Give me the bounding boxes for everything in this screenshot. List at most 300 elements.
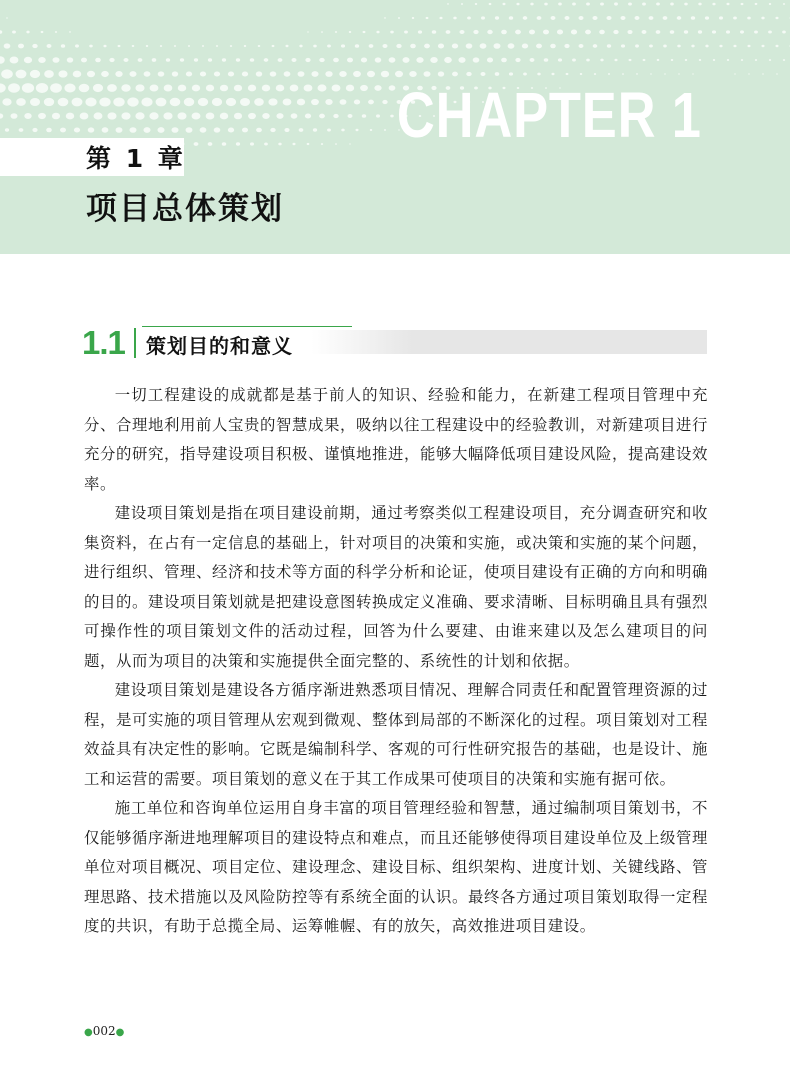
halftone-dot — [248, 85, 256, 92]
halftone-dot — [530, 58, 535, 62]
halftone-dot — [115, 71, 122, 77]
halftone-dot — [550, 44, 556, 48]
halftone-dot — [256, 128, 262, 133]
halftone-dot — [734, 73, 736, 74]
halftone-dot — [129, 127, 136, 133]
halftone-dot — [150, 84, 159, 91]
halftone-dot — [0, 30, 2, 34]
halftone-dot — [677, 16, 682, 20]
halftone-dot — [194, 142, 199, 146]
halftone-dot — [501, 58, 507, 63]
halftone-dot — [156, 98, 167, 107]
halftone-dot — [642, 2, 646, 5]
halftone-dot — [629, 59, 632, 61]
halftone-dot — [740, 30, 744, 33]
halftone-dot — [272, 45, 275, 47]
halftone-dot — [712, 3, 715, 6]
halftone-dot — [321, 31, 323, 33]
halftone-dot — [467, 17, 471, 20]
halftone-dot — [164, 85, 173, 92]
halftone-dot — [670, 3, 674, 6]
halftone-dot — [291, 113, 298, 118]
halftone-dot — [495, 16, 499, 19]
halftone-dot — [635, 16, 640, 20]
halftone-dot — [32, 128, 37, 132]
halftone-dot — [782, 31, 786, 34]
halftone-dot — [719, 45, 722, 48]
halftone-dot — [341, 129, 344, 132]
halftone-dot — [544, 3, 548, 6]
halftone-dot — [325, 71, 332, 77]
halftone-dot — [41, 31, 44, 33]
halftone-dot — [116, 127, 123, 133]
halftone-dot — [200, 127, 207, 132]
halftone-dot — [285, 45, 288, 47]
halftone-dot — [276, 85, 285, 92]
halftone-dot — [481, 72, 486, 76]
halftone-dot — [244, 45, 246, 47]
halftone-dot — [94, 112, 103, 119]
halftone-dot — [216, 45, 218, 47]
halftone-dot — [649, 45, 653, 48]
halftone-dot — [564, 44, 569, 48]
halftone-dot — [508, 43, 515, 48]
halftone-dot — [220, 113, 228, 120]
halftone-dot — [206, 113, 215, 120]
halftone-dot — [755, 3, 758, 5]
halftone-dot — [305, 113, 311, 118]
halftone-dot — [313, 45, 317, 48]
halftone-dot — [297, 99, 305, 106]
halftone-dot — [461, 3, 463, 5]
halftone-dot — [727, 59, 729, 61]
halftone-dot — [67, 57, 73, 62]
halftone-dot — [349, 31, 352, 33]
halftone-dot — [670, 30, 675, 34]
halftone-dot — [85, 98, 96, 107]
halftone-dot — [102, 127, 109, 132]
halftone-dot — [349, 143, 351, 144]
halftone-dot — [459, 30, 464, 34]
halftone-dot — [206, 85, 214, 92]
halftone-dot — [410, 44, 416, 48]
halftone-dot — [376, 114, 380, 117]
halftone-dot — [614, 59, 617, 62]
halftone-dot — [22, 83, 34, 93]
halftone-dot — [395, 71, 403, 77]
halftone-dot — [192, 85, 200, 92]
halftone-dot — [600, 2, 604, 5]
paragraph: 一切工程建设的成就都是基于前人的知识、经验和能力，在新建工程项目管理中充分、合理地利用前人宝贵的智慧成果，吸纳以往工程建设中的经验教训，对新建项目进行充分的研究，指导建设项目积极、谨慎地推进，能够大幅降低项目建设风险，提高建设效率。 — [84, 386, 708, 493]
halftone-dot — [174, 45, 176, 47]
halftone-dot — [348, 114, 353, 118]
halftone-dot — [748, 73, 750, 74]
halftone-dot — [327, 44, 331, 47]
halftone-dot — [565, 16, 570, 20]
halftone-dot — [30, 70, 40, 78]
halftone-dot — [346, 85, 354, 92]
halftone-dot — [278, 58, 283, 62]
halftone-dot — [783, 3, 785, 5]
halftone-dot — [46, 128, 52, 132]
halftone-dot — [353, 71, 361, 77]
halftone-dot — [657, 59, 660, 61]
section-heading — [82, 322, 707, 362]
body-text — [84, 381, 708, 942]
halftone-dot — [325, 99, 332, 105]
halftone-dot — [566, 73, 569, 75]
halftone-dot — [494, 43, 501, 49]
halftone-dot — [44, 98, 54, 106]
halftone-dot — [515, 58, 520, 62]
halftone-dot — [87, 71, 95, 77]
halftone-dot — [157, 127, 164, 133]
halftone-dot — [424, 71, 431, 77]
halftone-dot — [339, 71, 347, 77]
page-number — [84, 1024, 124, 1038]
halftone-dot — [404, 30, 408, 33]
halftone-dot — [775, 17, 778, 19]
halftone-dot — [480, 43, 487, 48]
halftone-dot — [8, 83, 20, 93]
halftone-dot — [370, 129, 373, 131]
halftone-dot — [262, 113, 270, 119]
halftone-dot — [389, 57, 396, 62]
paragraph: 建设项目策划是指在项目建设前期，通过考察类似工程建设项目，充分调查研究和收集资料，在占有一定信息的基础上，针对项目的决策和实施，或决策和实施的某个问题，进行组织、管理、经济和技术等方面的科学分析和论证，使项目建设有正确的方向和明确的目的。建设项目策划就是把建设意图转换成定义准确、要求清晰、目标明确且具有强烈可操作性的项目策划文件的活动过程，回答为什么要建、由谁来建以及怎么建项目的问题，从而为项目的决策和实施提供全面完整的、系统性的计划和依据。 — [84, 504, 708, 670]
halftone-dot — [79, 84, 90, 93]
halftone-dot — [290, 85, 299, 92]
halftone-dot — [234, 113, 242, 120]
halftone-dot — [698, 3, 701, 6]
halftone-dot — [141, 98, 152, 107]
halftone-dot — [228, 71, 234, 76]
halftone-dot — [93, 84, 103, 92]
halftone-dot — [360, 85, 368, 91]
halftone-dot — [292, 143, 295, 145]
halftone-dot — [228, 127, 234, 132]
halftone-dot — [776, 73, 778, 74]
halftone-dot — [606, 16, 611, 20]
halftone-dot — [516, 3, 519, 6]
halftone-dot — [242, 71, 248, 76]
halftone-dot — [543, 30, 549, 35]
halftone-dot — [250, 58, 254, 62]
halftone-dot — [656, 30, 661, 34]
halftone-dot — [578, 16, 583, 20]
halftone-dot — [430, 57, 438, 63]
halftone-dot — [515, 30, 521, 35]
halftone-dot — [18, 44, 24, 49]
halftone-dot — [236, 142, 240, 145]
halftone-dot — [636, 73, 638, 74]
halftone-dot — [453, 17, 456, 20]
halftone-dot — [264, 143, 268, 146]
halftone-dot — [741, 3, 744, 5]
halftone-dot — [313, 128, 317, 131]
halftone-dot — [80, 113, 89, 120]
halftone-dot — [650, 73, 652, 74]
halftone-dot — [11, 113, 18, 119]
halftone-dot — [424, 44, 430, 49]
halftone-dot — [0, 56, 5, 64]
halftone-dot — [55, 31, 57, 33]
halftone-dot — [6, 17, 8, 18]
halftone-dot — [64, 84, 75, 93]
halftone-dot — [307, 31, 309, 32]
halftone-dot — [466, 72, 471, 76]
chapter-number: 第 1 章 — [86, 144, 186, 173]
halftone-dot — [276, 113, 283, 119]
halftone-dot — [446, 30, 451, 34]
halftone-dot — [389, 85, 396, 90]
halftone-dot — [107, 84, 117, 92]
halftone-dot — [74, 127, 80, 132]
halftone-dot — [198, 98, 208, 106]
halftone-dot — [705, 45, 708, 48]
halftone-dot — [121, 84, 130, 92]
halftone-dot — [487, 58, 493, 63]
halftone-dot — [160, 45, 162, 47]
halftone-dot — [369, 44, 374, 48]
halftone-dot — [180, 58, 184, 61]
halftone-dot — [747, 45, 750, 47]
halftone-dot — [481, 16, 485, 19]
halftone-dot — [698, 30, 702, 33]
halftone-dot — [416, 57, 423, 63]
halftone-dot — [487, 30, 492, 34]
halftone-dot — [254, 98, 264, 106]
halftone-dot — [268, 98, 277, 105]
halftone-dot — [186, 127, 193, 133]
halftone-dot — [270, 128, 275, 132]
halftone-dot — [103, 45, 106, 48]
halftone-dot — [146, 45, 148, 47]
halftone-dot — [44, 70, 54, 78]
halftone-dot — [284, 128, 289, 132]
halftone-dot — [409, 71, 417, 77]
section-title: 策划目的和意义 — [146, 334, 293, 358]
halftone-dot — [107, 112, 116, 119]
halftone-dot — [88, 127, 95, 132]
halftone-dot — [600, 59, 603, 62]
halftone-dot — [705, 16, 709, 19]
halftone-dot — [628, 2, 632, 5]
halftone-dot — [530, 3, 533, 6]
halftone-dot — [299, 128, 304, 132]
halftone-dot — [0, 113, 3, 118]
halftone-dot — [73, 71, 82, 78]
halftone-dot — [256, 71, 262, 76]
halftone-dot — [242, 128, 248, 133]
halftone-dot — [319, 58, 324, 62]
halftone-dot — [635, 44, 639, 47]
halftone-dot — [621, 44, 625, 47]
halftone-dot — [109, 58, 114, 62]
page-dot-left: ● — [84, 1027, 93, 1038]
halftone-dot — [741, 59, 743, 61]
halftone-dot — [754, 30, 758, 33]
halftone-dot — [333, 58, 339, 63]
halftone-dot — [382, 44, 387, 48]
halftone-dot — [691, 45, 694, 48]
page-dot-right: ● — [115, 1027, 125, 1038]
halftone-dot — [69, 31, 71, 32]
halftone-dot — [192, 112, 201, 119]
halftone-dot — [761, 45, 764, 47]
halftone-dot — [200, 71, 206, 76]
halftone-dot — [712, 30, 716, 33]
halftone-dot — [671, 59, 674, 61]
halftone-dot — [222, 58, 226, 61]
halftone-dot — [61, 44, 65, 48]
halftone-dot — [384, 17, 386, 18]
halftone-dot — [452, 72, 458, 77]
halftone-dot — [16, 98, 26, 106]
halftone-dot — [713, 59, 715, 61]
halftone-dot — [234, 85, 242, 92]
halftone-dot — [426, 17, 429, 19]
halftone-dot — [214, 127, 221, 132]
halftone-dot — [113, 97, 124, 106]
halftone-dot — [24, 57, 32, 64]
halftone-dot — [384, 129, 386, 131]
halftone-dot — [495, 72, 500, 76]
halftone-dot — [340, 99, 347, 105]
halftone-dot — [768, 30, 772, 33]
halftone-dot — [311, 99, 319, 105]
halftone-dot — [489, 3, 492, 5]
halftone-dot — [58, 98, 69, 107]
section-number: 1.1 — [82, 324, 125, 361]
halftone-dot — [75, 44, 79, 47]
halftone-dot — [536, 44, 542, 49]
halftone-dot — [138, 58, 143, 62]
halftone-dot — [318, 84, 327, 91]
halftone-dot — [678, 73, 680, 74]
halftone-dot — [152, 58, 157, 62]
halftone-dot — [572, 2, 576, 5]
halftone-dot — [466, 43, 473, 48]
halftone-dot — [558, 58, 562, 61]
halftone-dot — [375, 57, 382, 62]
halftone-dot — [135, 84, 144, 91]
halftone-dot — [0, 83, 6, 92]
halftone-dot — [593, 44, 598, 48]
halftone-dot — [783, 59, 785, 61]
halftone-dot — [99, 97, 110, 106]
halftone-dot — [473, 57, 480, 62]
halftone-dot — [558, 3, 562, 6]
halftone-dot — [594, 73, 596, 75]
halftone-dot — [335, 143, 337, 145]
halftone-dot — [444, 57, 452, 63]
halftone-dot — [355, 44, 359, 48]
halftone-dot — [248, 113, 256, 119]
halftone-dot — [572, 58, 576, 61]
halftone-dot — [2, 98, 11, 105]
halftone-dot — [537, 73, 540, 76]
halftone-dot — [230, 45, 232, 47]
halftone-dot — [208, 58, 212, 61]
halftone-dot — [132, 45, 135, 47]
halftone-dot — [60, 128, 66, 133]
halftone-dot — [36, 83, 48, 93]
halftone-dot — [649, 16, 654, 20]
halftone-dot — [319, 114, 325, 119]
halftone-dot — [643, 59, 646, 61]
halftone-dot — [585, 30, 591, 35]
halftone-dot — [270, 71, 277, 76]
halftone-dot — [475, 3, 477, 5]
halftone-dot — [38, 57, 46, 63]
halftone-dot — [163, 112, 172, 119]
halftone-dot — [726, 3, 729, 5]
halftone-dot — [613, 30, 618, 34]
halftone-dot — [580, 73, 583, 75]
halftone-dot — [374, 85, 381, 91]
halftone-dot — [184, 98, 194, 106]
section-top-rule — [142, 326, 352, 327]
halftone-dot — [72, 98, 83, 107]
halftone-dot — [305, 58, 310, 62]
halftone-dot — [664, 73, 666, 74]
chapter-title: 项目总体策划 — [86, 191, 284, 227]
halftone-dot — [135, 112, 144, 119]
halftone-dot — [1, 69, 13, 78]
halftone-dot — [341, 44, 345, 47]
halftone-dot — [5, 128, 9, 131]
halftone-dot — [685, 59, 687, 61]
halftone-dot — [222, 142, 226, 146]
halftone-dot — [129, 71, 136, 77]
halftone-dot — [607, 44, 611, 47]
halftone-dot — [367, 71, 375, 77]
halftone-dot — [439, 17, 442, 20]
halftone-dot — [769, 3, 771, 5]
halftone-dot — [26, 31, 29, 34]
halftone-dot — [522, 43, 528, 48]
halftone-dot — [250, 142, 254, 145]
halftone-dot — [452, 43, 458, 48]
halftone-dot — [608, 73, 610, 75]
halftone-dot — [458, 57, 465, 63]
halftone-dot — [503, 3, 506, 5]
halftone-dot — [283, 98, 292, 105]
halftone-dot — [509, 16, 513, 20]
halftone-dot — [627, 30, 632, 34]
halftone-dot — [332, 84, 341, 91]
halftone-dot — [761, 17, 764, 20]
halftone-dot — [362, 114, 366, 118]
halftone-dot — [178, 85, 186, 92]
halftone-dot — [30, 98, 40, 106]
halftone-dot — [194, 58, 198, 61]
halftone-dot — [551, 16, 556, 20]
halftone-dot — [89, 45, 93, 48]
page-number-text: 002 — [92, 1024, 116, 1038]
halftone-dot — [298, 71, 305, 77]
halftone-dot — [278, 143, 281, 146]
halftone-dot — [621, 16, 626, 20]
section-divider — [134, 328, 136, 358]
halftone-dot — [363, 31, 366, 33]
halftone-dot — [220, 85, 228, 92]
halftone-dot — [586, 2, 590, 5]
halftone-dot — [101, 71, 109, 77]
paragraph: 建设项目策划是建设各方循序渐进熟悉项目情况、理解合同责任和配置管理资源的过程，是可实施的项目管理从宏观到微观、整体到局部的不断深化的过程。项目策划对工程效益具有决定性的影响。它既是编制科学、客观的可行性研究报告的基础，也是设计、施工和运营的需要。项目策划的意义在于其工作成果可使项目的决策和实施有据可依。 — [84, 681, 708, 788]
halftone-dot — [381, 71, 389, 78]
halftone-dot — [432, 30, 436, 34]
